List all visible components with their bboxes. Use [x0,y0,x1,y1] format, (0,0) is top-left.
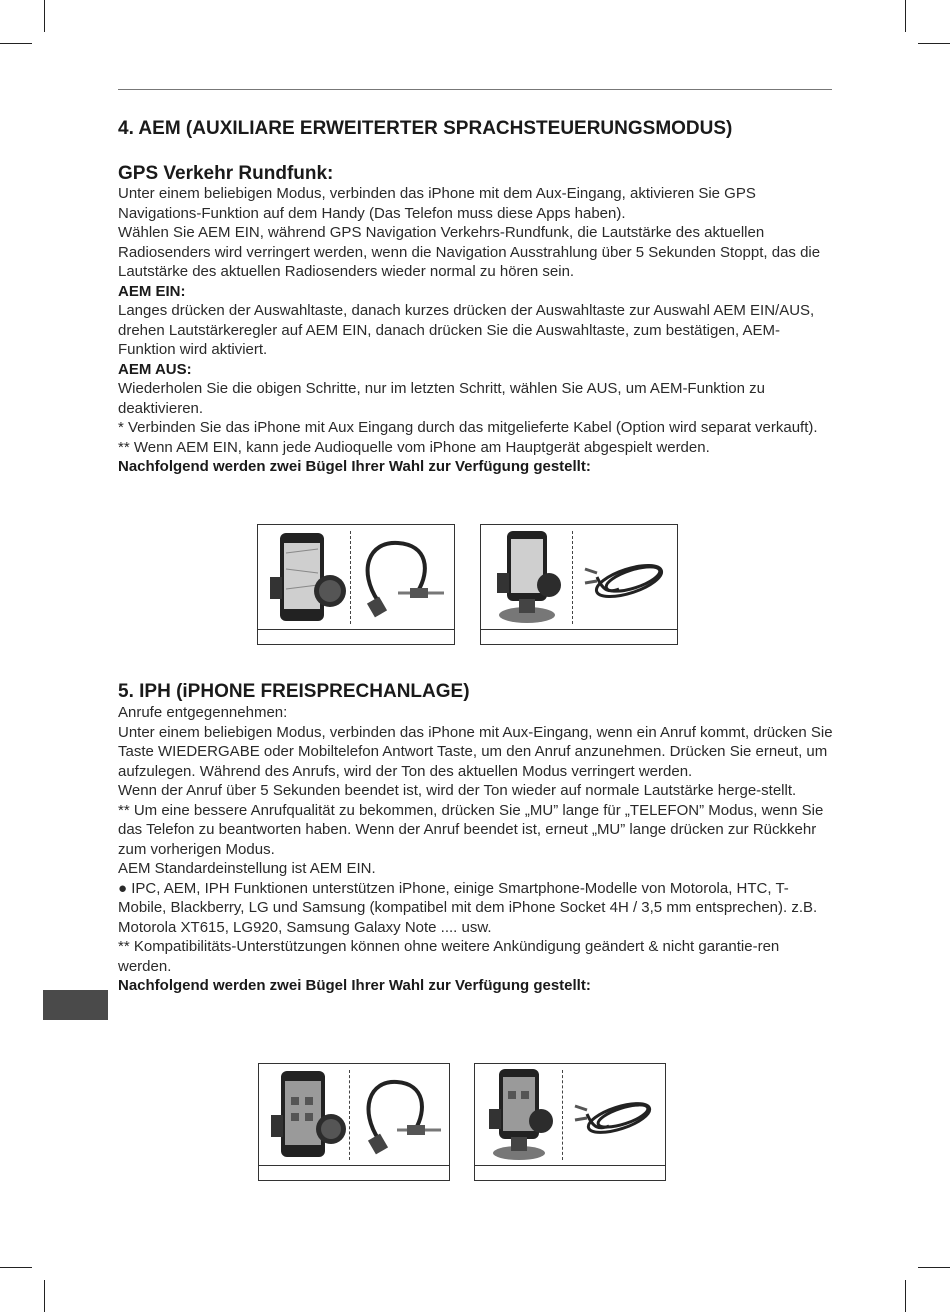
bracket-figure-suction [474,1063,666,1167]
paragraph: ** Um eine bessere Anrufqualität zu bekommen, drücken Sie „MU” lange für „TELEFON” Modus, wenn Sie das Telefon zu beantworten haben. Wenn der Anruf beendet ist, erneut „MU” lange drücken zur Rückkehr zum vorherigen Modus. [118,801,824,858]
coiled-aux-cable-icon [579,533,671,623]
section-5-title: 5. IPH (iPHONE FREISPRECHANLAGE) [118,681,470,702]
aem-off-label: AEM AUS: [118,360,192,378]
figure-divider [349,1070,350,1160]
section-4-subtitle: GPS Verkehr Rundfunk: [118,163,334,184]
phone-holder-clip-icon [266,529,346,627]
phone-holder-clip-icon [265,1067,347,1163]
section-4-body [118,184,834,477]
bracket-figure-suction [480,524,678,631]
footnote: * Verbinden Sie das iPhone mit Aux Eingang durch das mitgelieferte Kabel (Option wird separat verkauft). [118,419,818,436]
section-4-title: 4. AEM (AUXILIARE ERWEITERTER SPRACHSTEUERUNGSMODUS) [118,118,733,139]
coiled-aux-cable-icon [569,1072,659,1160]
paragraph: ** Kompatibilitäts-Unterstützungen können ohne weitere Ankündigung geändert & nicht garantie-ren werden. [118,938,780,975]
brackets-note: Nachfolgend werden zwei Bügel Ihrer Wahl zur Verfügung gestellt: [118,977,591,994]
figure-divider [572,531,573,624]
page-side-tab [43,990,108,1020]
crop-mark [0,43,32,44]
paragraph: Wiederholen Sie die obigen Schritte, nur im letzten Schritt, wählen Sie AUS, um AEM-Funktion zu deaktivieren. [118,380,765,417]
header-rule [118,89,832,90]
short-aux-cable-icon [357,1070,445,1162]
figure-divider [350,531,351,624]
crop-mark [44,1280,45,1312]
phone-holder-suction-icon [487,529,569,627]
paragraph: Langes drücken der Auswahltaste, danach kurzes drücken der Auswahltaste zur Auswahl AEM EIN/AUS, drehen Lautstärkeregler auf AEM EIN, danach drücken Sie die Auswahltaste, zum bestätigen, AEM-Funktion wird aktiviert. [118,302,815,358]
paragraph: AEM Standardeinstellung ist AEM EIN. [118,860,376,877]
figure-caption-box [474,1165,666,1181]
footnote: ** Wenn AEM EIN, kann jede Audioquelle vom iPhone am Hauptgerät abgespielt werden. [118,438,710,456]
paragraph: Wenn der Anruf über 5 Sekunden beendet ist, wird der Ton wieder auf normale Lautstärke herge-stellt. [118,782,797,799]
aem-on-label: AEM EIN: [118,282,186,300]
crop-mark [0,1267,32,1268]
paragraph: ● IPC, AEM, IPH Funktionen unterstützen iPhone, einige Smartphone-Modelle von Motorola, HTC, T-Mobile, Blackberry, LG und Samsung (kompatibel mit dem iPhone Socket 4H / 3,5 mm entsprechen). z.B. Motorola XT615, LG920, Samsung Galaxy Note .... usw. [118,879,818,936]
crop-mark [905,0,906,32]
crop-mark [44,0,45,32]
bracket-figure-clip [258,1063,450,1167]
crop-mark [918,1267,950,1268]
paragraph: Wählen Sie AEM EIN, während GPS Navigation Verkehrs-Rundfunk, die Lautstärke des aktuellen Radiosenders wird verringert werden, wenn die Navigation Ausstrahlung über 5 Sekunden Stoppt, das die Lautstärke des aktuellen Radiosenders wieder normal zu hören sein. [118,224,821,280]
bracket-figure-clip [257,524,455,631]
section-5-body [118,703,834,996]
figure-caption-box [480,629,678,645]
paragraph: Unter einem beliebigen Modus, verbinden das iPhone mit dem Aux-Eingang, aktivieren Sie GPS Navigations-Funktion auf dem Handy (Das Telefon muss diese Apps haben). [118,185,756,222]
crop-mark [905,1280,906,1312]
figure-divider [562,1070,563,1160]
crop-mark [918,43,950,44]
phone-holder-suction-icon [481,1067,559,1163]
figure-caption-box [257,629,455,645]
short-aux-cable-icon [358,531,448,625]
figure-caption-box [258,1165,450,1181]
brackets-note: Nachfolgend werden zwei Bügel Ihrer Wahl zur Verfügung gestellt: [118,458,591,475]
paragraph: Unter einem beliebigen Modus, verbinden das iPhone mit Aux-Eingang, wenn ein Anruf kommt, drücken Sie Taste WIEDERGABE oder Mobiltelefon Antwort Taste, um den Anruf anzunehmen. Drücken Sie erneut, um aufzulegen. Während des Anrufs, wird der Ton des aktuellen Modus verringert werden. [118,723,833,780]
paragraph: Anrufe entgegennehmen: [118,704,288,721]
